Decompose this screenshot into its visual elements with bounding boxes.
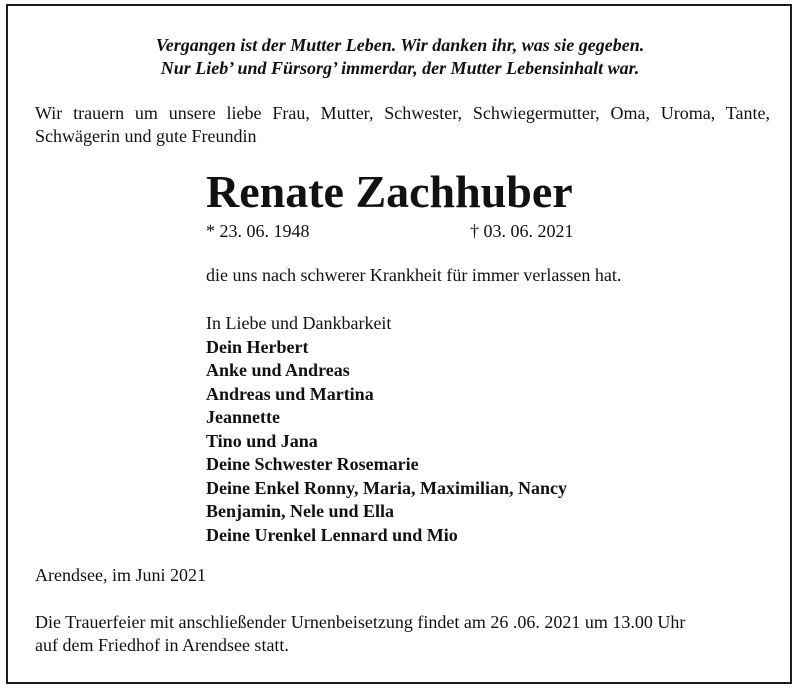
deceased-name: Renate Zachhuber bbox=[206, 166, 573, 217]
intro-text: Wir trauern um unsere liebe Frau, Mutter, Schwester, Schwiegermutter, Oma, Uroma, Tante, Schwägerin und gute Freundin bbox=[35, 103, 770, 146]
funeral-info bbox=[35, 611, 770, 657]
mourner-entry: Deine Urenkel Lennard und Mio bbox=[206, 524, 458, 545]
memorial-verse bbox=[0, 34, 800, 80]
mourner-entry: Dein Herbert bbox=[206, 336, 309, 357]
birth-date: * 23. 06. 1948 bbox=[206, 221, 310, 241]
mourner-entry: Deine Enkel Ronny, Maria, Maximilian, Nancy bbox=[206, 477, 568, 498]
mourner-entry: Deine Schwester Rosemarie bbox=[206, 454, 419, 474]
funeral-line-1: Die Trauerfeier mit anschließender Urnenbeisetzung findet am 26 .06. 2021 um 13.00 Uhr bbox=[35, 612, 686, 632]
verse-line-2: Nur Lieb’ und Fürsorg’ immerdar, der Mutter Lebensinhalt war. bbox=[160, 58, 640, 78]
mourner-entry: Benjamin, Nele und Ella bbox=[206, 501, 395, 521]
funeral-line-2: auf dem Friedhof in Arendsee statt. bbox=[35, 635, 289, 655]
place-and-date: Arendsee, im Juni 2021 bbox=[35, 565, 206, 585]
mourner-entry: Tino und Jana bbox=[206, 430, 318, 451]
death-date: † 03. 06. 2021 bbox=[470, 221, 574, 241]
mourner-entry: Jeannette bbox=[206, 407, 280, 427]
mourner-entry: Anke und Andreas bbox=[206, 360, 350, 380]
mourners-lead: In Liebe und Dankbarkeit bbox=[206, 313, 392, 333]
verse-line-1: Vergangen ist der Mutter Leben. Wir danken ihr, was sie gegeben. bbox=[155, 35, 645, 55]
mourner-entry: Andreas und Martina bbox=[206, 383, 374, 404]
passing-note: die uns nach schwerer Krankheit für immer verlassen hat. bbox=[206, 265, 622, 285]
mourners-list bbox=[206, 312, 567, 547]
